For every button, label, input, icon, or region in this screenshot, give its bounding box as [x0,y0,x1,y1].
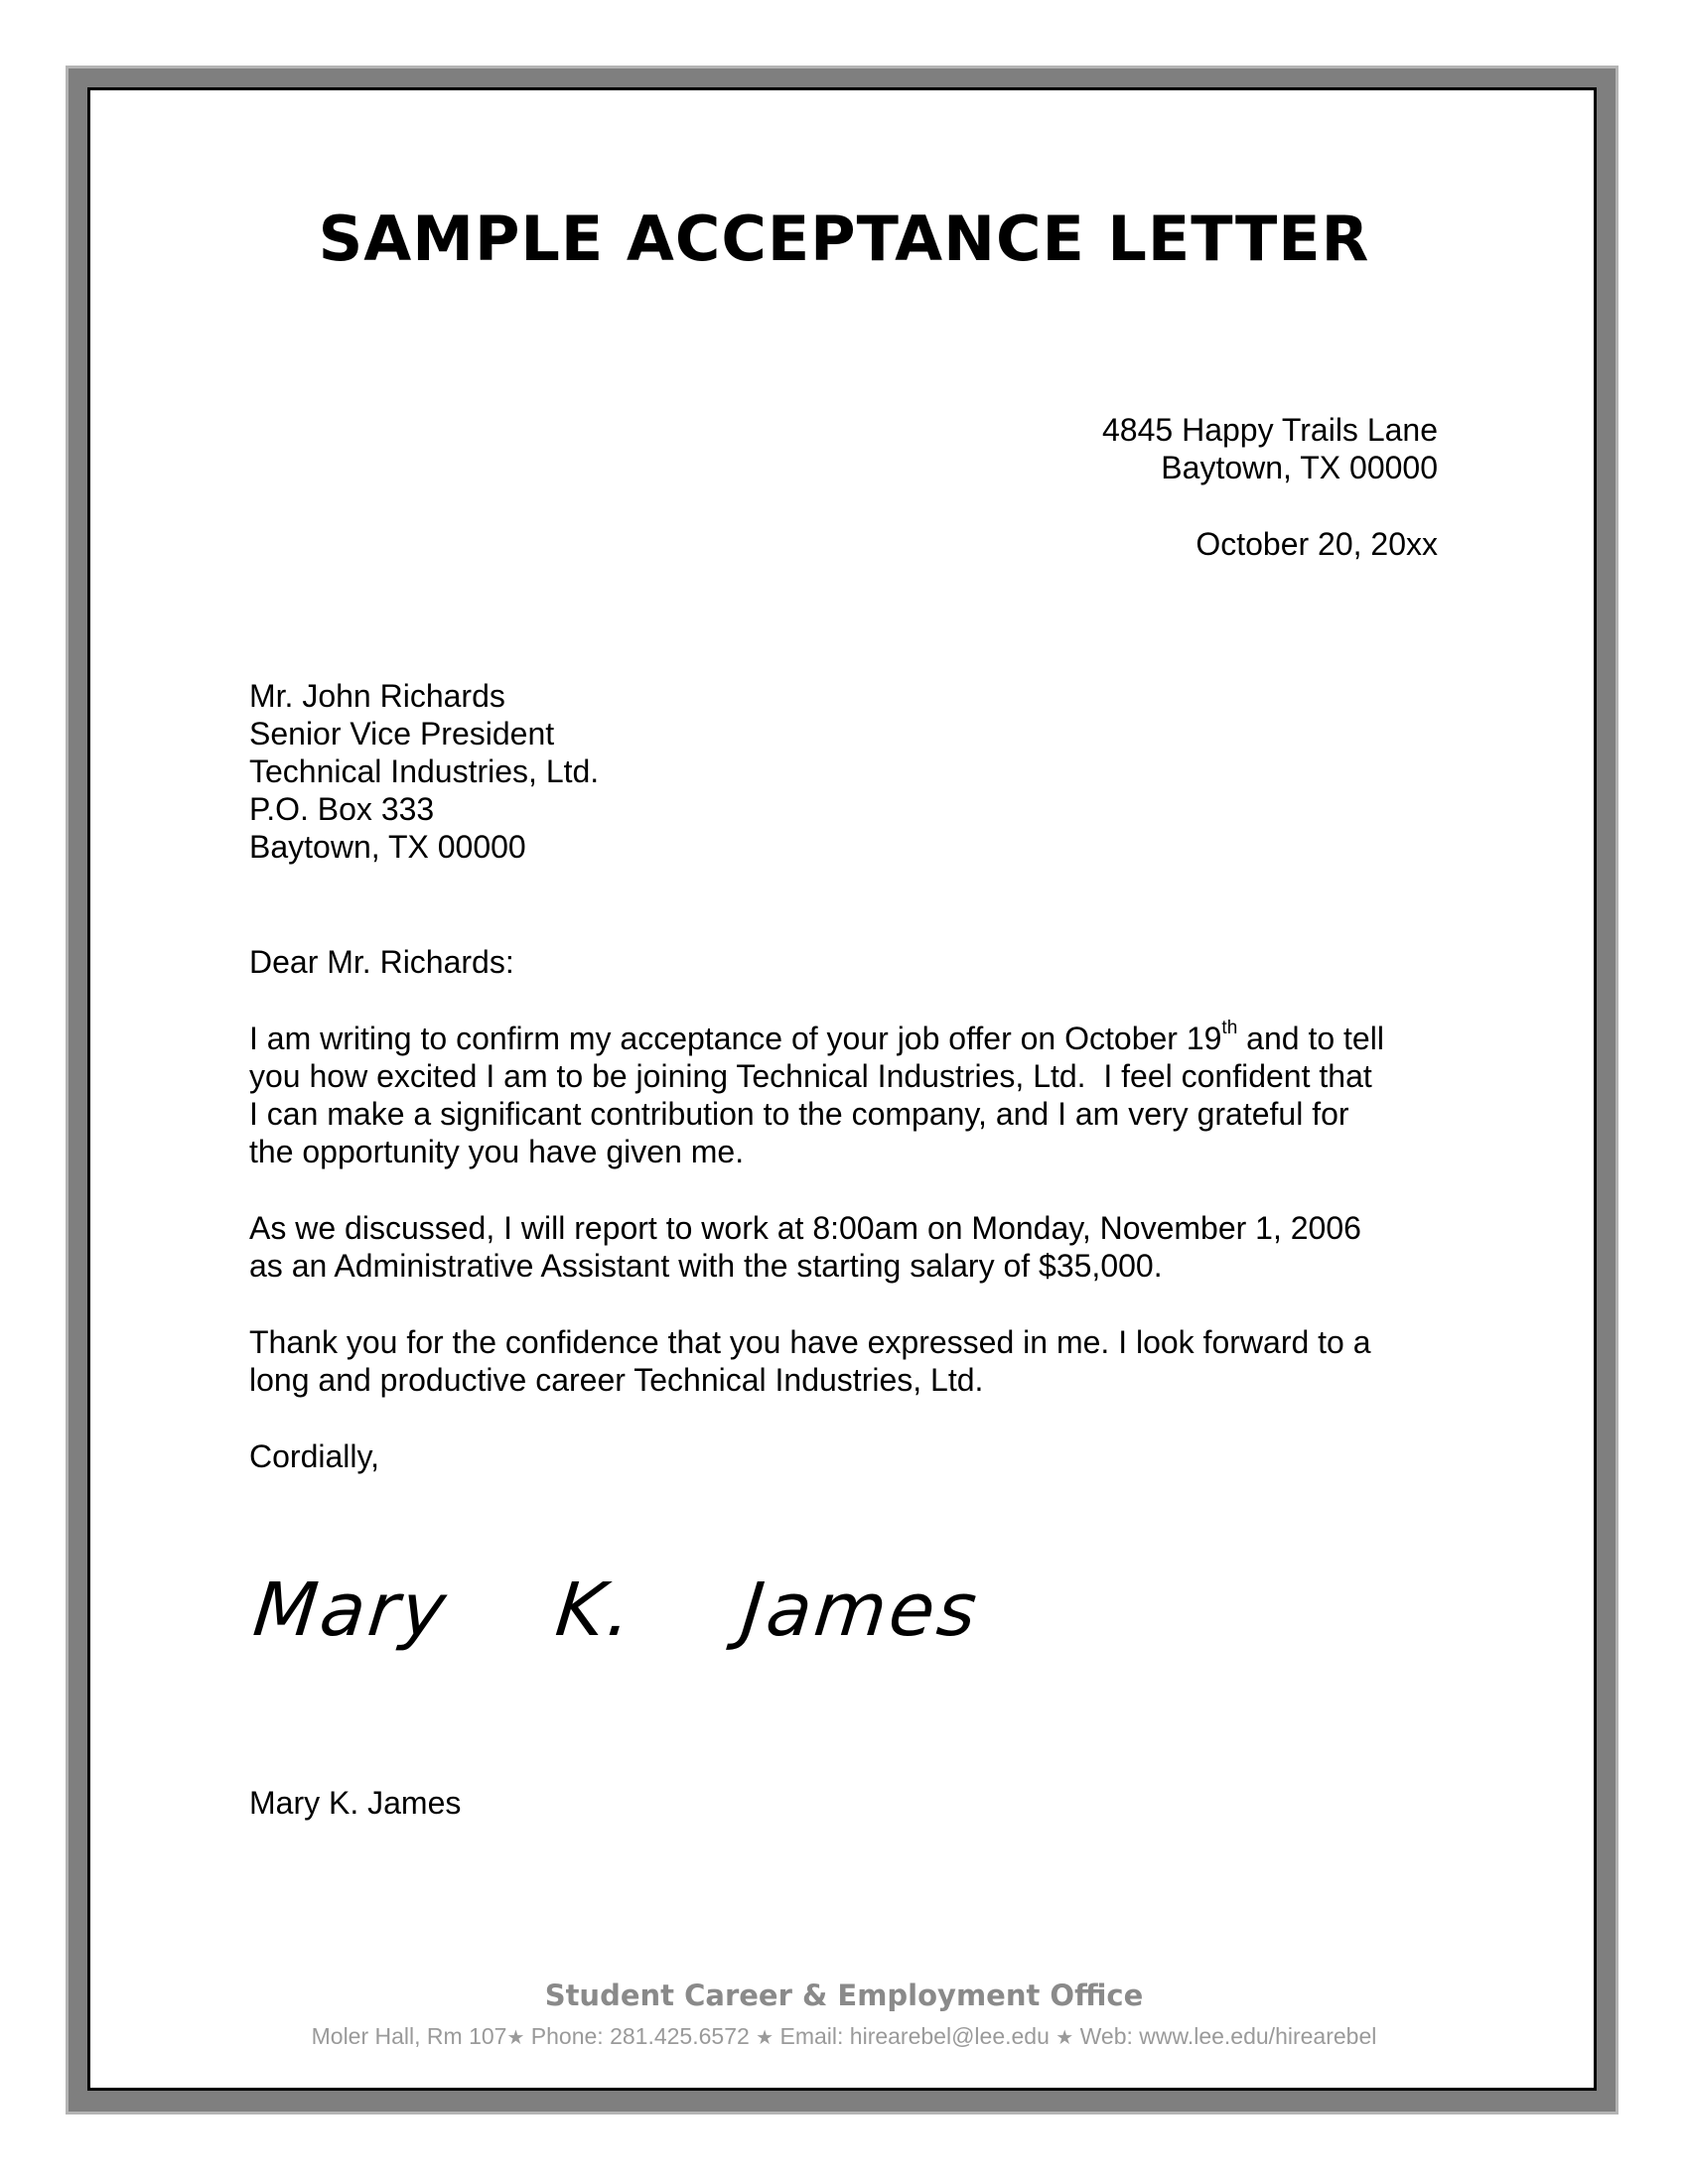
paragraph-1-line-1: I am writing to confirm my acceptance of your job offer on October 19th and to tell [249,1018,1384,1056]
paragraph-1 [249,1020,1384,1170]
letter-title: SAMPLE ACCEPTANCE LETTER [318,203,1370,275]
recipient-po-box: P.O. Box 333 [249,791,435,827]
recipient-city: Baytown, TX 00000 [249,829,526,865]
footer-location: Moler Hall, Rm 107 [311,2023,507,2049]
paragraph-1-line-2: you how excited I am to be joining Technical Industries, Ltd. I feel confident that [249,1058,1372,1094]
sender-street: 4845 Happy Trails Lane [1102,412,1438,448]
ordinal-suffix: th [1221,1018,1238,1039]
sender-address [1102,411,1438,486]
recipient-title: Senior Vice President [249,716,555,751]
signature: Mary K. James [249,1568,984,1653]
star-icon: ★ [1055,2025,1074,2049]
star-icon: ★ [756,2025,774,2049]
recipient-name: Mr. John Richards [249,678,505,714]
typed-name: Mary K. James [249,1785,462,1821]
paragraph-1-line-3: I can make a significant contribution to the company, and I am very grateful for [249,1096,1349,1132]
paragraph-3-line-2: long and productive career Technical Industries, Ltd. [249,1362,984,1398]
paragraph-3 [249,1323,1371,1399]
letter-date: October 20, 20xx [1196,526,1438,562]
footer-web: Web: www.lee.edu/hirearebel [1079,2023,1377,2049]
footer-office-name: Student Career & Employment Office [544,1979,1144,2012]
paragraph-2 [249,1209,1361,1285]
salutation: Dear Mr. Richards: [249,944,514,980]
footer-phone: Phone: 281.425.6572 [530,2023,750,2049]
footer-contact-line [0,2025,1688,2048]
paragraph-1-line-4: the opportunity you have given me. [249,1134,745,1169]
footer-email: Email: hirearebel@lee.edu [779,2023,1050,2049]
recipient-company: Technical Industries, Ltd. [249,753,600,789]
paragraph-2-line-1: As we discussed, I will report to work at 8:00am on Monday, November 1, 2006 [249,1210,1361,1246]
star-icon: ★ [506,2025,525,2049]
sender-city: Baytown, TX 00000 [1161,450,1438,485]
paragraph-3-line-1: Thank you for the confidence that you have expressed in me. I look forward to a [249,1324,1371,1360]
paragraph-2-line-2: as an Administrative Assistant with the starting salary of $35,000. [249,1248,1163,1284]
recipient-address [249,677,599,866]
closing: Cordially, [249,1438,379,1474]
